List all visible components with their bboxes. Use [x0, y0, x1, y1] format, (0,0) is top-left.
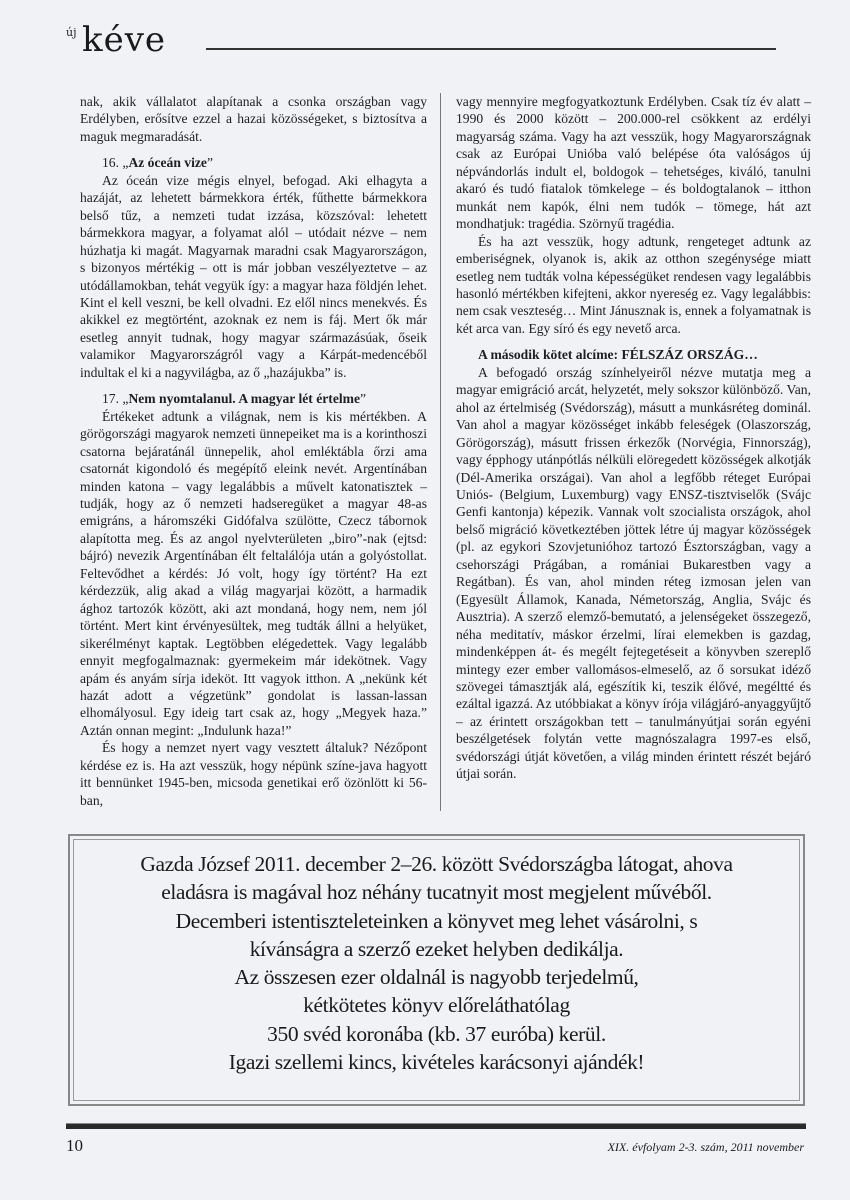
section-number: 17. „: [102, 391, 129, 407]
right-column: [456, 93, 811, 783]
announcement-box: [68, 834, 805, 1106]
column-divider: [440, 93, 441, 811]
paragraph: vagy mennyire megfogyatkoztunk Erdélyben. Csak tíz év alatt – 1990 és 2000 között – 200.000-rel csökkent az erdélyi magyarság száma. Vagy ha azt vesszük, hogy Magyarországnak csak az Európai Unióba való belépése óta valóságos új népvándorlás indult el, boldogok – tehetséges, kiváló, tanulni akaró és tudó fiatalok tömkelege – és boldogtalanok – itthon munkát nem kapók, élni nem tudók – tömege, hát azt mondhatjuk: tragédia. Szörnyű tragédia.: [456, 94, 811, 232]
announcement-line: Az összesen ezer oldalnál is nagyobb terjedelmű,: [234, 965, 639, 990]
section-heading-17: [80, 390, 427, 407]
section-heading-16: [80, 154, 427, 171]
header-rule: [206, 48, 776, 50]
announcement-line: kívánságra a szerző ezeket helyben dedikálja.: [249, 936, 624, 961]
announcement-line: Igazi szellemi kincs, kivételes karácsonyi ajándék!: [228, 1050, 645, 1075]
paragraph: Az óceán vize mégis elnyel, befogad. Aki elhagyta a hazáját, az lehetett bármekkora érték, fűthette bármekkora belső tűz, a nemzeti tudat izzása, közszóval: lehetett bármekkora magyar, a folyamat alól – utódait nézve – nem húzhatja ki magát. Magyarnak maradni csak Magyarországon, s bizonyos mértékig – ott is már jobban veszélyeztetve – az utódállamokban, tehát vegyük így: a magyar haza földjén lehet. Kint el kell veszni, be kell olvadni. Ez elől nincs menekvés. És akikkel ez megtörtént, azoknak ez nem is fáj. Mert ők már esetleg annyit tudnak, hogy magyar származásúak, őseik valamikor Magyarországról vagy a Kárpát-medencéből indultak el ki a nagyvilágba, az ő „hazájukba” is.: [80, 172, 427, 380]
logo-prefix: új: [66, 26, 77, 39]
paragraph: A befogadó ország színhelyeiről nézve mutatja meg a magyar emigráció arcát, helyzetét, mely sokszor különböző. Van, ahol az értelmiség (Svédország), másutt a munkásréteg dominál. Van ahol a magyar közösséget inkább feleségek (Olaszország, Görögország), másutt frissen érkezők (Norvégia, Finnország), vagy épphogy utánpótlás nélküli elöregedett közösségek alkotják (Dél-Amerika országai). Van ahol a legfőbb réteget Európai Uniós- (Belgium, Luxemburg) vagy ENSZ-tisztviselők (Svájc Genfi kantonja) képezik. Vannak volt szocialista országok, ahol belső migráció következtében jöttek létre új magyar közösségek (pl. az egykori Szovjetunióhoz tartozó Észtországban, vagy a csehországi Prágában, a romániai Bukarestben vagy a Regátban). És van, ahol minden réteg izmosan jelen van (Egyesült Államok, Kanada, Németország, Anglia, Svájc és Ausztria). A szerző elemző-bemutató, a jelenségeket összegező, néha meditatív, máskor érzelmi, lírai elemekben is gazdag, mindenképpen át- és megélt fejtegetéseit a könyvben szereplő mintegy ezer ember vallomásos-elmeselő, az ő sorsukat idéző szövegei támasztják alá, egészítik ki, teszik élővé, megéltté és ezáltal igazzá. Az utóbbiakat a könyv írója világjáró-anyaggyűjtő – az érintett országokban tett – tanulmányútjai során egyéni beszélgetések folytán vette magnószalagra 1997-es első, svédországi útját követően, a világ minden érintett részét bejáró útjai során.: [456, 364, 811, 782]
section-title: Nem nyomtalanul. A magyar lét értelme: [128, 391, 360, 407]
magazine-logo: kéve: [82, 20, 167, 60]
section-title: Az óceán vize: [128, 155, 207, 171]
announcement-line: Decemberi istentiszteleteinken a könyvet meg lehet vásárolni, s: [175, 908, 698, 933]
announcement-text: [70, 850, 803, 1076]
left-column: [80, 93, 427, 809]
page-number: 10: [66, 1136, 83, 1155]
masthead: [66, 20, 806, 64]
announcement-line: kétkötetes könyv előreláthatólag: [303, 993, 570, 1018]
paragraph: Értékeket adtunk a világnak, nem is kis mértékben. A görögországi magyarok nemzeti ünnepeiket ma is a korinthoszi csatorna bejáratánál ünnepelik, ahol emléktábla őrzi ama csatornát kigondoló és megépítő eleink nevét. Argentínában minden katona – vagy legalábbis a művelt katonatisztek – tudják, hogy az ő nemzeti hadseregüket a magyar 48-as emigráns, a háromszéki Gidófalva szülötte, Czecz tábornok alapította meg. És az angol nyelvterületen „biro”-nak (ejtsd: bájró) nevezik Argentínában élt feltalálója után a golyóstollat. Feltevődhet a kérdés: Jó volt, hogy így történt? Ha ezt kérdezzük, alig akad a világ magyarjai között, a harmadik ághoz tartozók között, aki azt mondaná, hogy nem, nem jól történt. Mert kint érvényesültek, meg tudták állni a helyüket, sikerélményt kaptak. Legtöbben elégedettek. Vagy legalább ennyit megfogalmaznak: gyermekeim már idekötnek. Vagy apám és anyám sírja ideköt. Itt vagyok itthon. A „nekünk két hazát adott a végzetünk” gondolat is lassan-lassan elhomályosul. Egy ideig tart csak az, hogy „Megyek haza.” Aztán onnan megint: „Indulunk haza!”: [80, 408, 427, 738]
subtitle-main: FÉLSZÁZ ORSZÁG…: [621, 347, 758, 363]
paragraph: És hogy a nemzet nyert vagy vesztett általuk? Nézőpont kérdése ez is. Ha azt vesszük, hogy népünk színe-java hagyott itt bennünket 1945-ben, micsoda genetikai erő özönlött ki 56-ban,: [80, 740, 427, 808]
paragraph: És ha azt vesszük, hogy adtunk, rengeteget adtunk az emberiségnek, olyanok is, akik az otthon szegénysége miatt esetleg nem tudták volna képességüket rendesen vagy legalábbis hasonló mértékben kifejteni, akkor nyereség ez. Vagy legalábbis: nem csak veszteség… Mint Jánusznak is, ennek a folyamatnak is két arca van. Egy síró és egy nevető arca.: [456, 233, 811, 336]
announcement-line: 350 svéd koronába (kb. 37 euróba) kerül.: [267, 1021, 606, 1046]
announcement-line: Gazda József 2011. december 2–26. között Svédországba látogat, ahova: [140, 852, 733, 876]
section-quote-close: ”: [206, 155, 213, 171]
issue-info: XIX. évfolyam 2-3. szám, 2011 november: [607, 1140, 804, 1154]
section-quote-close: ”: [360, 391, 367, 407]
subtitle-heading: [456, 346, 811, 363]
announcement-line: eladásra is magával hoz néhány tucatnyit most megjelent művéből.: [161, 880, 712, 905]
subtitle-prefix: A második kötet alcíme:: [478, 347, 622, 363]
footer-rule: [66, 1123, 806, 1129]
paragraph: nak, akik vállalatot alapítanak a csonka országban vagy Erdélyben, erősítve ezzel a hazai közösségeket, s biztosítva a maguk megmaradását.: [80, 94, 427, 144]
section-number: 16. „: [102, 155, 129, 171]
